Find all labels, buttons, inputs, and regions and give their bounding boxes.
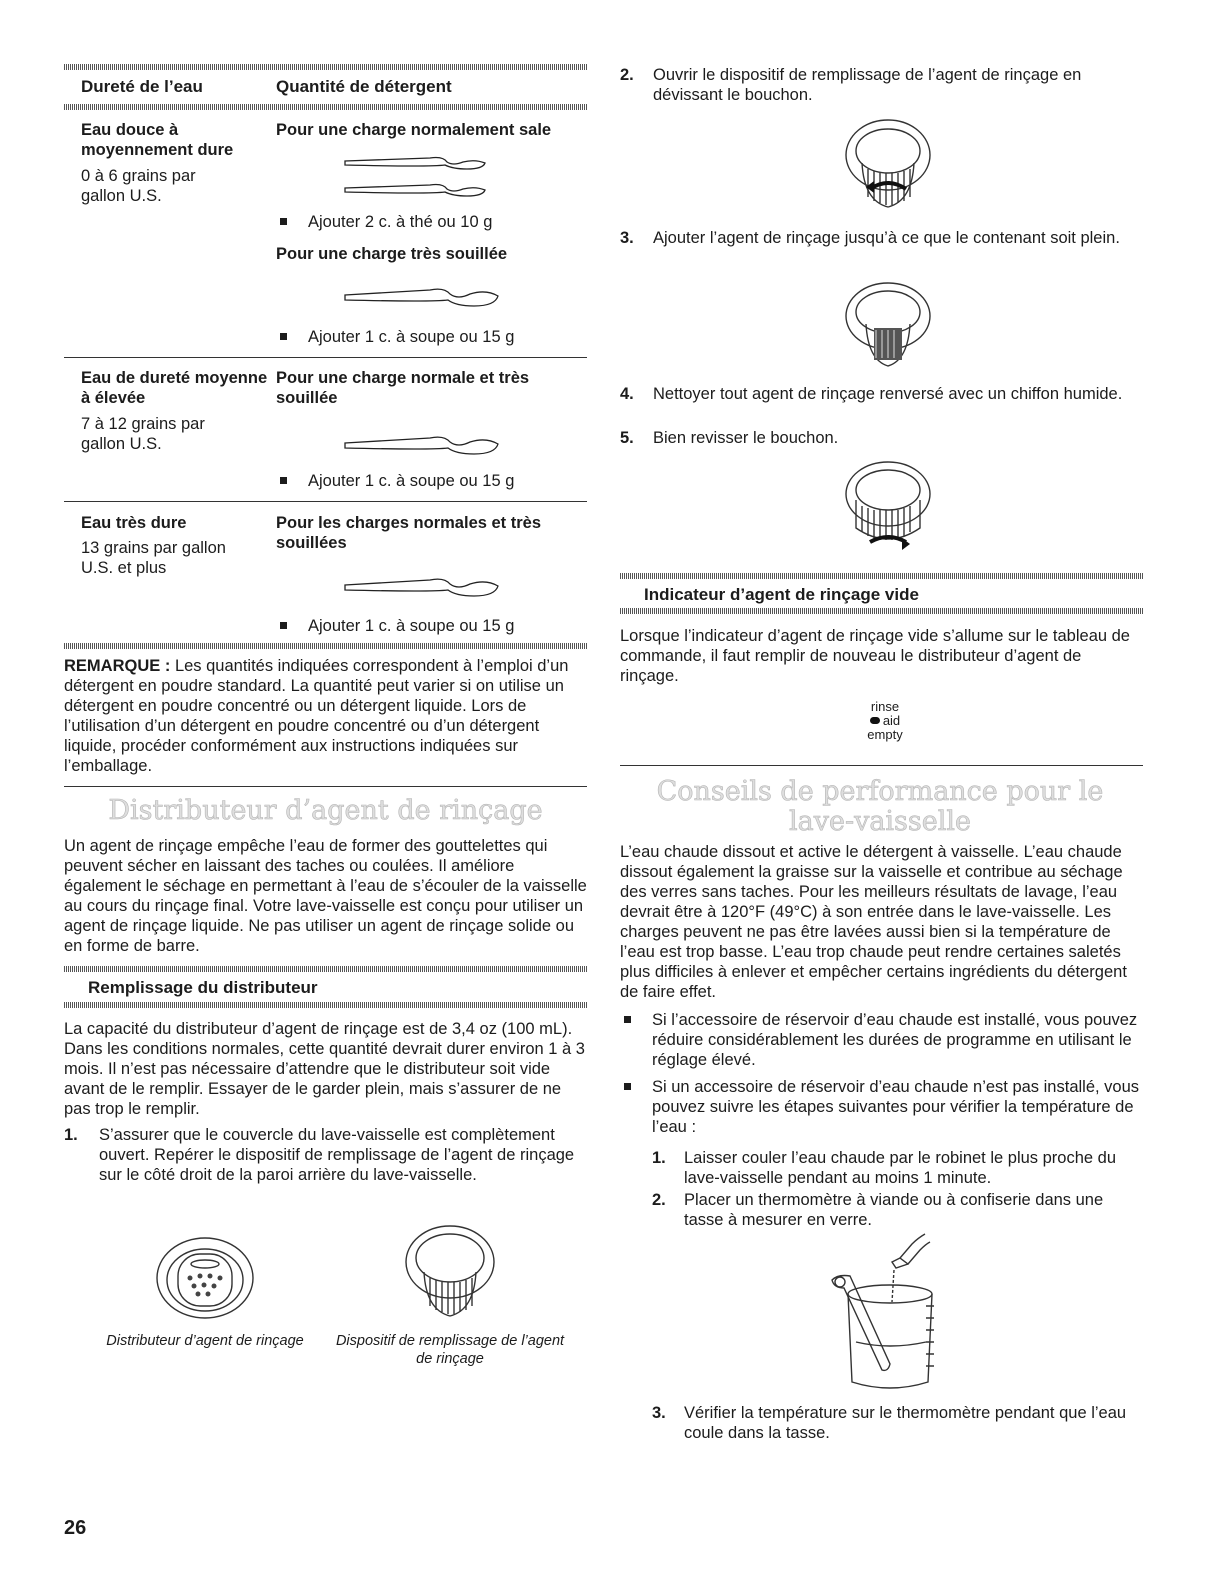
tips-step-1 <box>652 1148 1142 1188</box>
remarque-text: Les quantités indiquées correspondent à l’emploi d’un détergent en poudre standard. La quantité peut varier si on utilise un détergent en poudre concentré ou un détergent liquide. Lors de l’utilisation d’un détergent en poudre concentré ou d’un détergent liquide, procéder conformément aux instructions indiquées sur l’emballage. <box>64 657 569 775</box>
step-text: Ajouter l’agent de rinçage jusqu’à ce que le contenant soit plein. <box>653 229 1120 247</box>
table-header-dotted-rule <box>64 104 587 110</box>
indicator-light-icon <box>870 717 880 724</box>
step-number: 3. <box>652 1404 666 1422</box>
row2-hardness-title: Eau de dureté moyenne à élevée <box>81 369 268 407</box>
cap-open-illustration <box>840 115 936 211</box>
rinse-step-5 <box>620 428 1140 448</box>
thermometer-cup-illustration <box>830 1232 950 1397</box>
row3-hardness-detail: 13 grains par gallon U.S. et plus <box>81 539 226 577</box>
rinse-section-intro: Un agent de rinçage empêche l’eau de former des gouttelettes qui peuvent sécher en laissant des taches ou coulées. Il améliore également le séchage en permettant à l’eau de s’écouler de la vaisselle au cours du rinçage final. Votre lave-vaisselle est conçu pour utiliser un agent de rinçage liquide. Ne pas utiliser un agent de rinçage solide ou en forme de barre. <box>64 837 587 955</box>
step-text: Laisser couler l’eau chaude par le robinet le plus proche du lave-vaisselle pendant au moins 1 minute. <box>684 1149 1117 1187</box>
row1-condition-normal: Pour une charge normalement sale <box>276 121 552 139</box>
step-text: Vérifier la température sur le thermomètre pendant que l’eau coule dans la tasse. <box>684 1404 1127 1442</box>
indicator-label-line: aid <box>840 714 930 728</box>
tablespoon-icon <box>340 282 500 316</box>
row2-condition: Pour une charge normale et très souillée <box>276 369 530 407</box>
teaspoons-icon <box>335 150 495 210</box>
row3-add: Ajouter 1 c. à soupe ou 15 g <box>308 617 515 635</box>
indicator-text: Lorsque l’indicateur d’agent de rinçage vide s’allume sur le tableau de commande, il faut remplir de nouveau le distributeur d’agent de rinçage. <box>620 627 1130 685</box>
step-text: Placer un thermomètre à viande ou à confiserie dans une tasse à mesurer en verre. <box>684 1191 1104 1229</box>
fill-dispenser-text: La capacité du distributeur d’agent de rinçage est de 3,4 oz (100 mL). Dans les conditions normales, cette quantité devrait durer environ 1 à 3 mois. Il n’est pas nécessaire d’attendre que le distributeur soit vide avant de le remplir. Essayer de le garder plein, mais s’assurer de ne pas trop le remplir. <box>64 1020 585 1118</box>
table-header-detergent: Quantité de détergent <box>276 77 452 96</box>
rinse-step-2 <box>620 65 1140 105</box>
rinse-step-4 <box>620 384 1140 404</box>
indicator-label-line: rinse <box>870 699 900 714</box>
cap-closed-illustration <box>840 458 936 558</box>
caption-rinse-dispenser: Distributeur d’agent de rinçage <box>106 1333 304 1349</box>
step-text: Ouvrir le dispositif de remplissage de l’agent de rinçage en dévissant le bouchon. <box>653 66 1082 104</box>
row3-condition: Pour les charges normales et très souillées <box>276 514 542 552</box>
section-rule <box>64 786 587 787</box>
rinse-section-title: Distributeur d’agent de rinçage <box>108 795 543 826</box>
remarque-label: REMARQUE : <box>64 657 171 675</box>
tablespoon-icon <box>340 572 500 606</box>
step-text: Bien revisser le bouchon. <box>653 429 839 447</box>
row3-hardness-title: Eau très dure <box>81 514 187 532</box>
step-text: Nettoyer tout agent de rinçage renversé avec un chiffon humide. <box>653 385 1123 403</box>
row1-hardness-title: Eau douce à moyennement dure <box>81 121 234 159</box>
rinse-dispenser-illustration <box>150 1228 260 1328</box>
tips-bullet-1: Si l’accessoire de réservoir d’eau chaude est installé, vous pouvez réduire considérablement les durées de programme en utilisant le réglage élevé. <box>652 1011 1138 1069</box>
step-number: 1. <box>652 1149 666 1167</box>
rinse-aid-empty-indicator <box>840 700 930 742</box>
tips-section-title: Conseils de performance pour le lave-vaisselle <box>656 776 1104 837</box>
rinse-step-1 <box>64 1125 589 1185</box>
step-number: 5. <box>620 429 634 447</box>
table-bottom-dotted-rule <box>64 643 587 649</box>
fill-cap-illustration <box>400 1222 500 1322</box>
indicator-dotted-rule <box>620 573 1143 579</box>
cap-filling-illustration <box>840 278 936 370</box>
step-number: 4. <box>620 385 634 403</box>
caption-fill-cap: Dispositif de remplissage de l’agent de rinçage <box>335 1333 565 1367</box>
step-text: S’assurer que le couvercle du lave-vaisselle est complètement ouvert. Repérer le dispositif de remplissage de l’agent de rinçage sur le côté droit de la paroi arrière du lave-vaisselle. <box>99 1126 575 1184</box>
row1-add-normal: Ajouter 2 c. à thé ou 10 g <box>308 213 493 231</box>
tips-intro: L’eau chaude dissout et active le détergent à vaisselle. L’eau chaude dissout également la graisse sur la vaisselle et contribue au séchage des verres sans taches. Pour les meilleurs résultats de lavage, l’eau devrait être à 120°F (49°C) à son entrée dans le lave-vaisselle. Les charges peuvent ne pas être lavées aussi bien si la température de l’eau est trop basse. L’eau trop chaude peut rendre certaines saletés plus difficiles à enlever et empêcher certains ingrédients du détergent de faire effet. <box>620 843 1127 1001</box>
table-row-divider <box>64 501 587 502</box>
row2-hardness-detail: 7 à 12 grains par gallon U.S. <box>81 415 205 453</box>
row1-hardness-detail: 0 à 6 grains par gallon U.S. <box>81 167 196 205</box>
indicator-title: Indicateur d’agent de rinçage vide <box>644 585 919 604</box>
table-row-divider <box>64 357 587 358</box>
step-number: 2. <box>652 1191 666 1209</box>
row1-condition-heavy: Pour une charge très souillée <box>276 245 508 263</box>
step-number: 1. <box>64 1126 78 1144</box>
row2-add: Ajouter 1 c. à soupe ou 15 g <box>308 472 515 490</box>
tips-bullet-2: Si un accessoire de réservoir d’eau chaude n’est pas installé, vous pouvez suivre les étapes suivantes pour vérifier la température de l’eau : <box>652 1078 1140 1136</box>
tips-step-2 <box>652 1190 1142 1230</box>
step-number: 3. <box>620 229 634 247</box>
fill-dispenser-title: Remplissage du distributeur <box>88 978 318 997</box>
table-top-dotted-rule <box>64 64 587 70</box>
step-number: 2. <box>620 66 634 84</box>
row1-add-heavy: Ajouter 1 c. à soupe ou 15 g <box>308 328 515 346</box>
tips-step-3 <box>652 1403 1142 1443</box>
subsection-dotted-rule <box>64 1002 587 1008</box>
section-rule <box>620 765 1143 766</box>
indicator-dotted-rule <box>620 608 1143 614</box>
indicator-label-line: empty <box>867 727 903 742</box>
subsection-dotted-rule <box>64 966 587 972</box>
rinse-step-3 <box>620 228 1140 248</box>
page-number: 26 <box>64 1517 87 1539</box>
remarque-note <box>64 656 589 776</box>
tablespoon-icon <box>340 430 500 464</box>
table-header-hardness: Dureté de l’eau <box>81 77 203 96</box>
